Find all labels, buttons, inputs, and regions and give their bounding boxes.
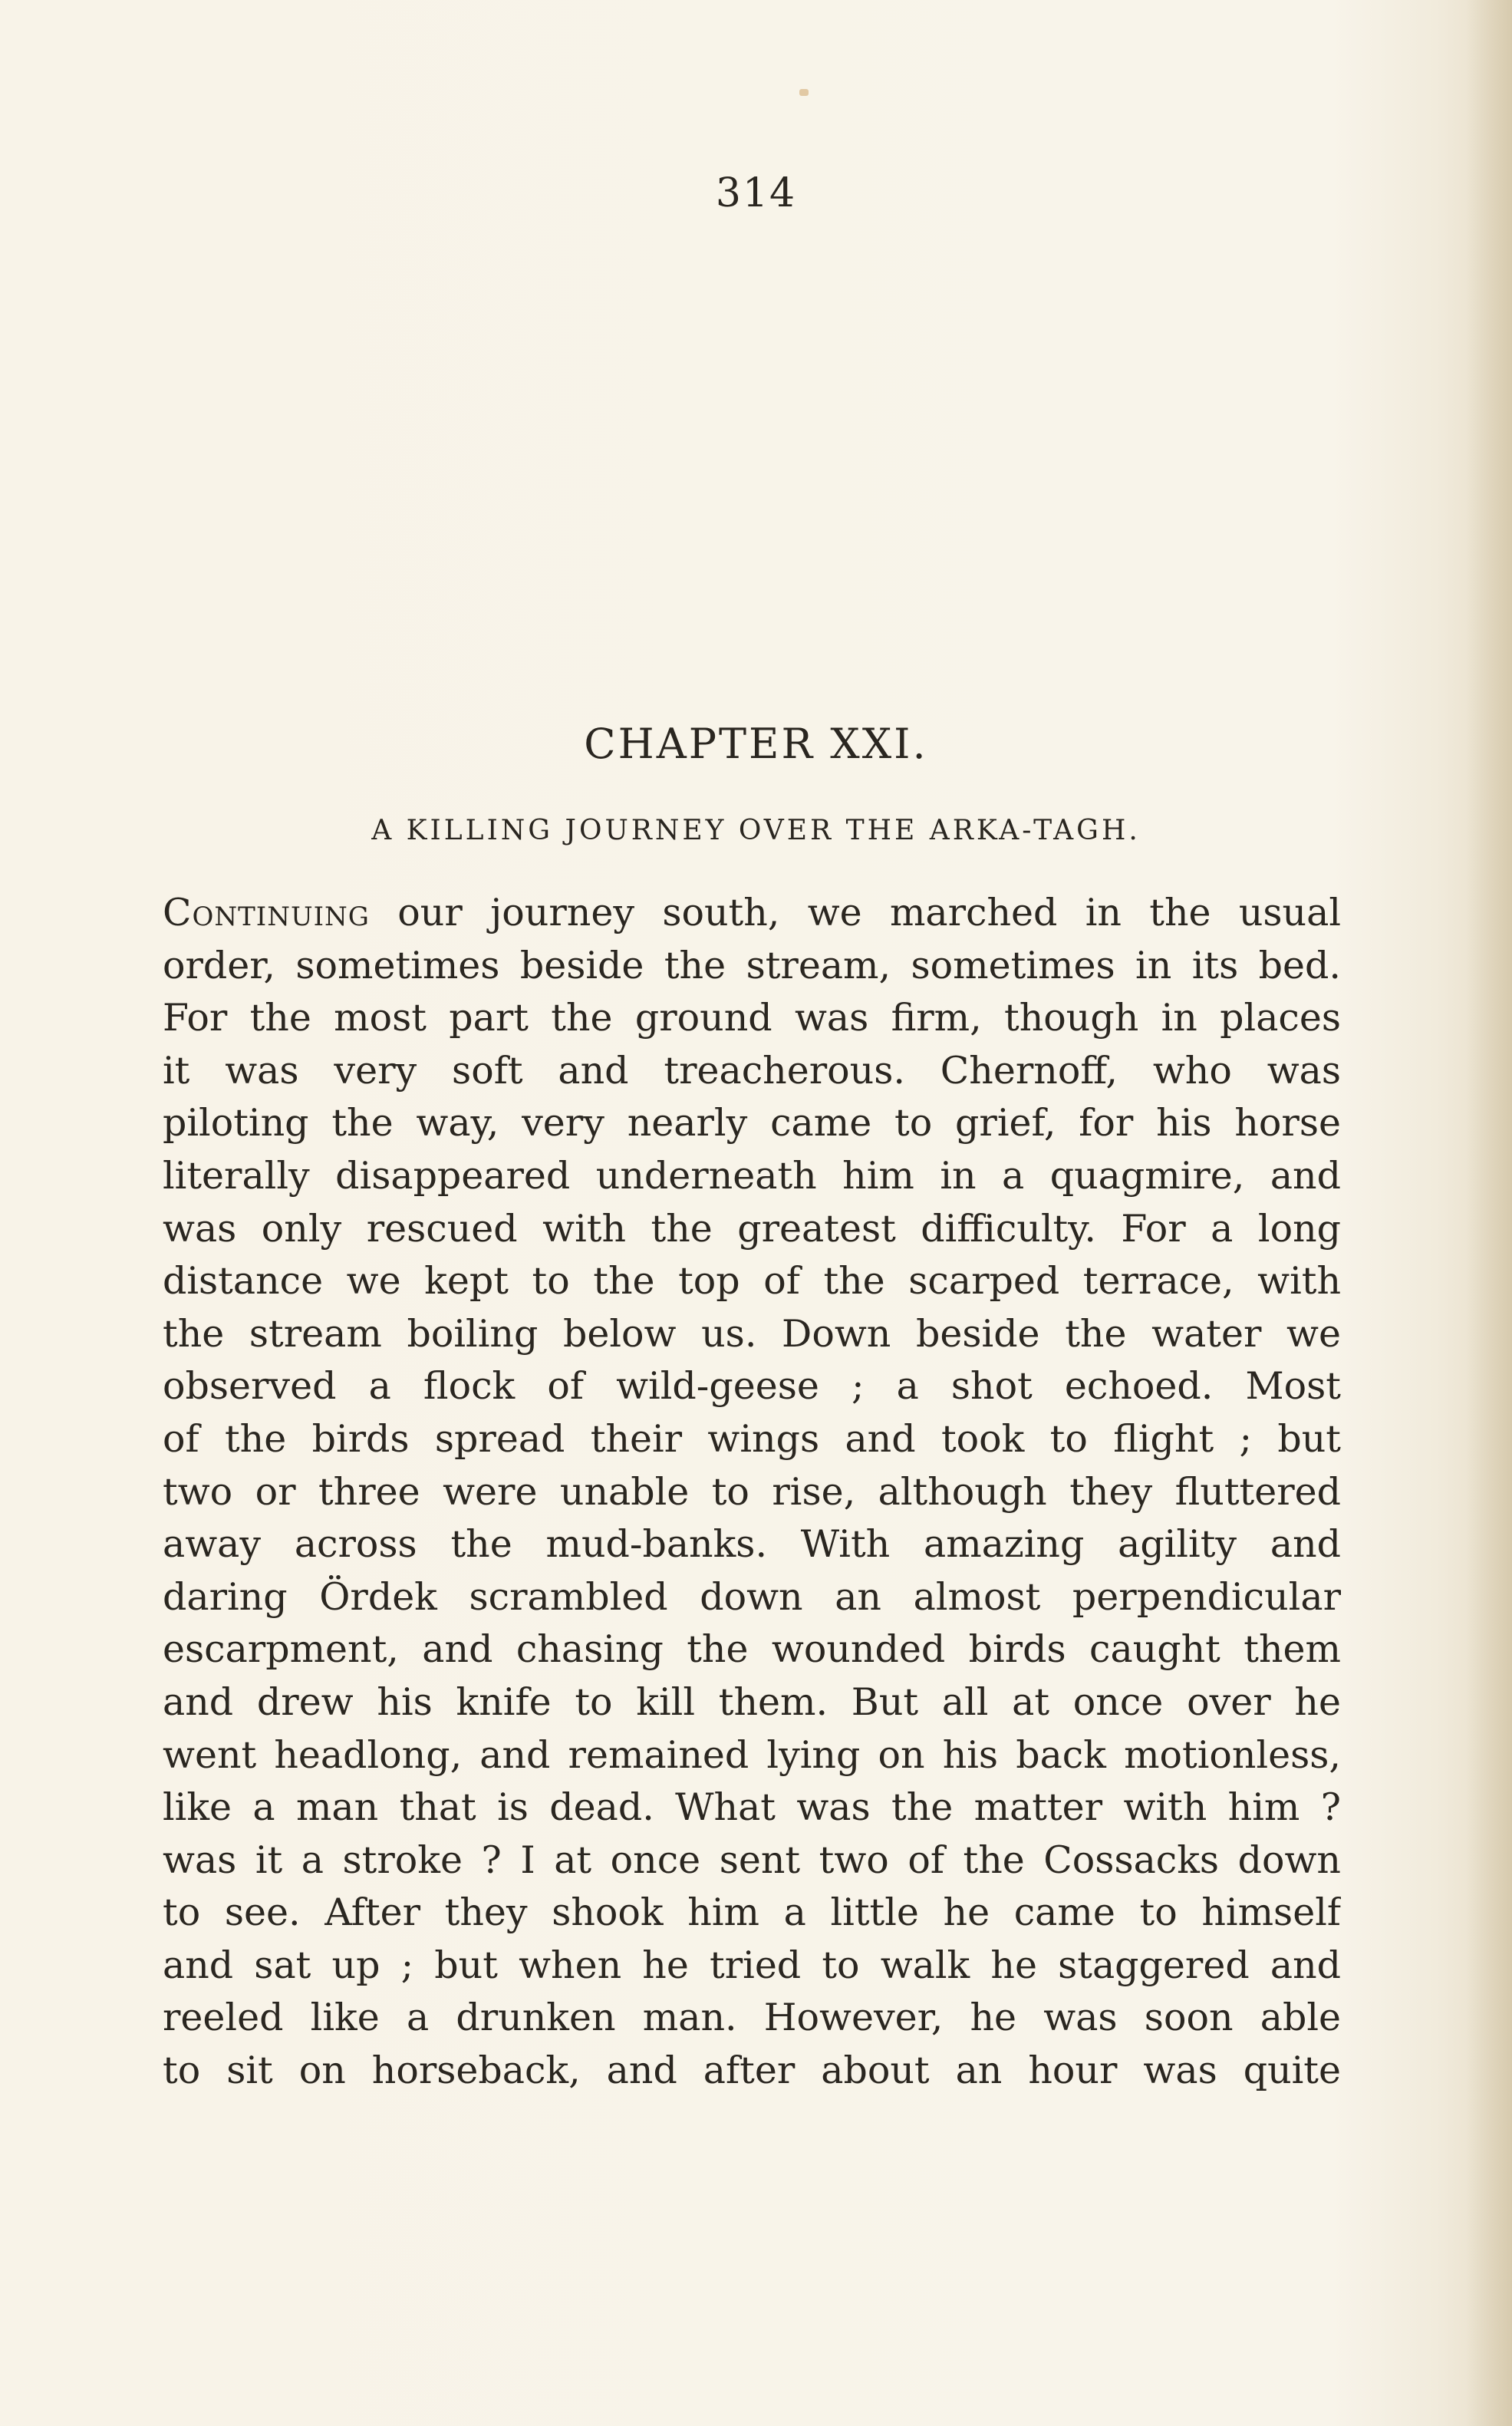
text-line: daring Ördek scrambled down an almost perpendicular — [163, 1574, 1341, 1619]
text-line: to sit on horseback, and after about an hour was quite — [163, 2049, 1341, 2093]
text-line: For the most part the ground was firm, though in places — [163, 996, 1341, 1040]
page-edge-shadow — [1466, 0, 1512, 2426]
chapter-subtitle: A KILLING JOURNEY OVER THE ARKA-TAGH. — [371, 815, 1141, 846]
text-line: like a man that is dead. What was the matter with him ? — [163, 1785, 1341, 1830]
text-line: it was very soft and treacherous. Chernoff, who was — [163, 1048, 1341, 1093]
text-line: piloting the way, very nearly came to grief, for his horse — [163, 1101, 1341, 1145]
text-line: the stream boiling below us. Down beside the water we — [163, 1311, 1341, 1356]
chapter-title: CHAPTER XXI. — [584, 720, 928, 768]
paper-speck — [799, 89, 809, 96]
text-line: was it a stroke ? I at once sent two of the Cossacks down — [163, 1838, 1341, 1882]
text-line: was only rescued with the greatest difficulty. For a long — [163, 1206, 1341, 1251]
text-line: to see. After they shook him a little he came to himself — [163, 1890, 1341, 1935]
text-line: of the birds spread their wings and took to flight ; but — [163, 1416, 1341, 1461]
text-line: literally disappeared underneath him in a quagmire, and — [163, 1153, 1341, 1198]
text-line: escarpment, and chasing the wounded birds caught them — [163, 1627, 1341, 1672]
first-line-rest: our journey south, we marched in the usual — [369, 891, 1341, 934]
text-line: reeled like a drunken man. However, he was soon able — [163, 1996, 1341, 2040]
text-line: distance we kept to the top of the scarped terrace, with — [163, 1259, 1341, 1304]
text-line: away across the mud-banks. With amazing agility and — [163, 1522, 1341, 1567]
page-number: 314 — [715, 170, 797, 216]
text-line: and drew his knife to kill them. But all at once over he — [163, 1679, 1341, 1724]
text-line: order, sometimes beside the stream, sometimes in its bed. — [163, 943, 1341, 987]
text-line: two or three were unable to rise, although they fluttered — [163, 1469, 1341, 1514]
text-line — [163, 887, 1341, 940]
text-line: and sat up ; but when he tried to walk he staggered and — [163, 1943, 1341, 1987]
text-line: went headlong, and remained lying on his back motionless, — [163, 1732, 1341, 1777]
opening-word: Continuing — [163, 891, 370, 934]
body-text — [163, 887, 1341, 2098]
text-line: observed a flock of wild-geese ; a shot echoed. Most — [163, 1364, 1341, 1409]
